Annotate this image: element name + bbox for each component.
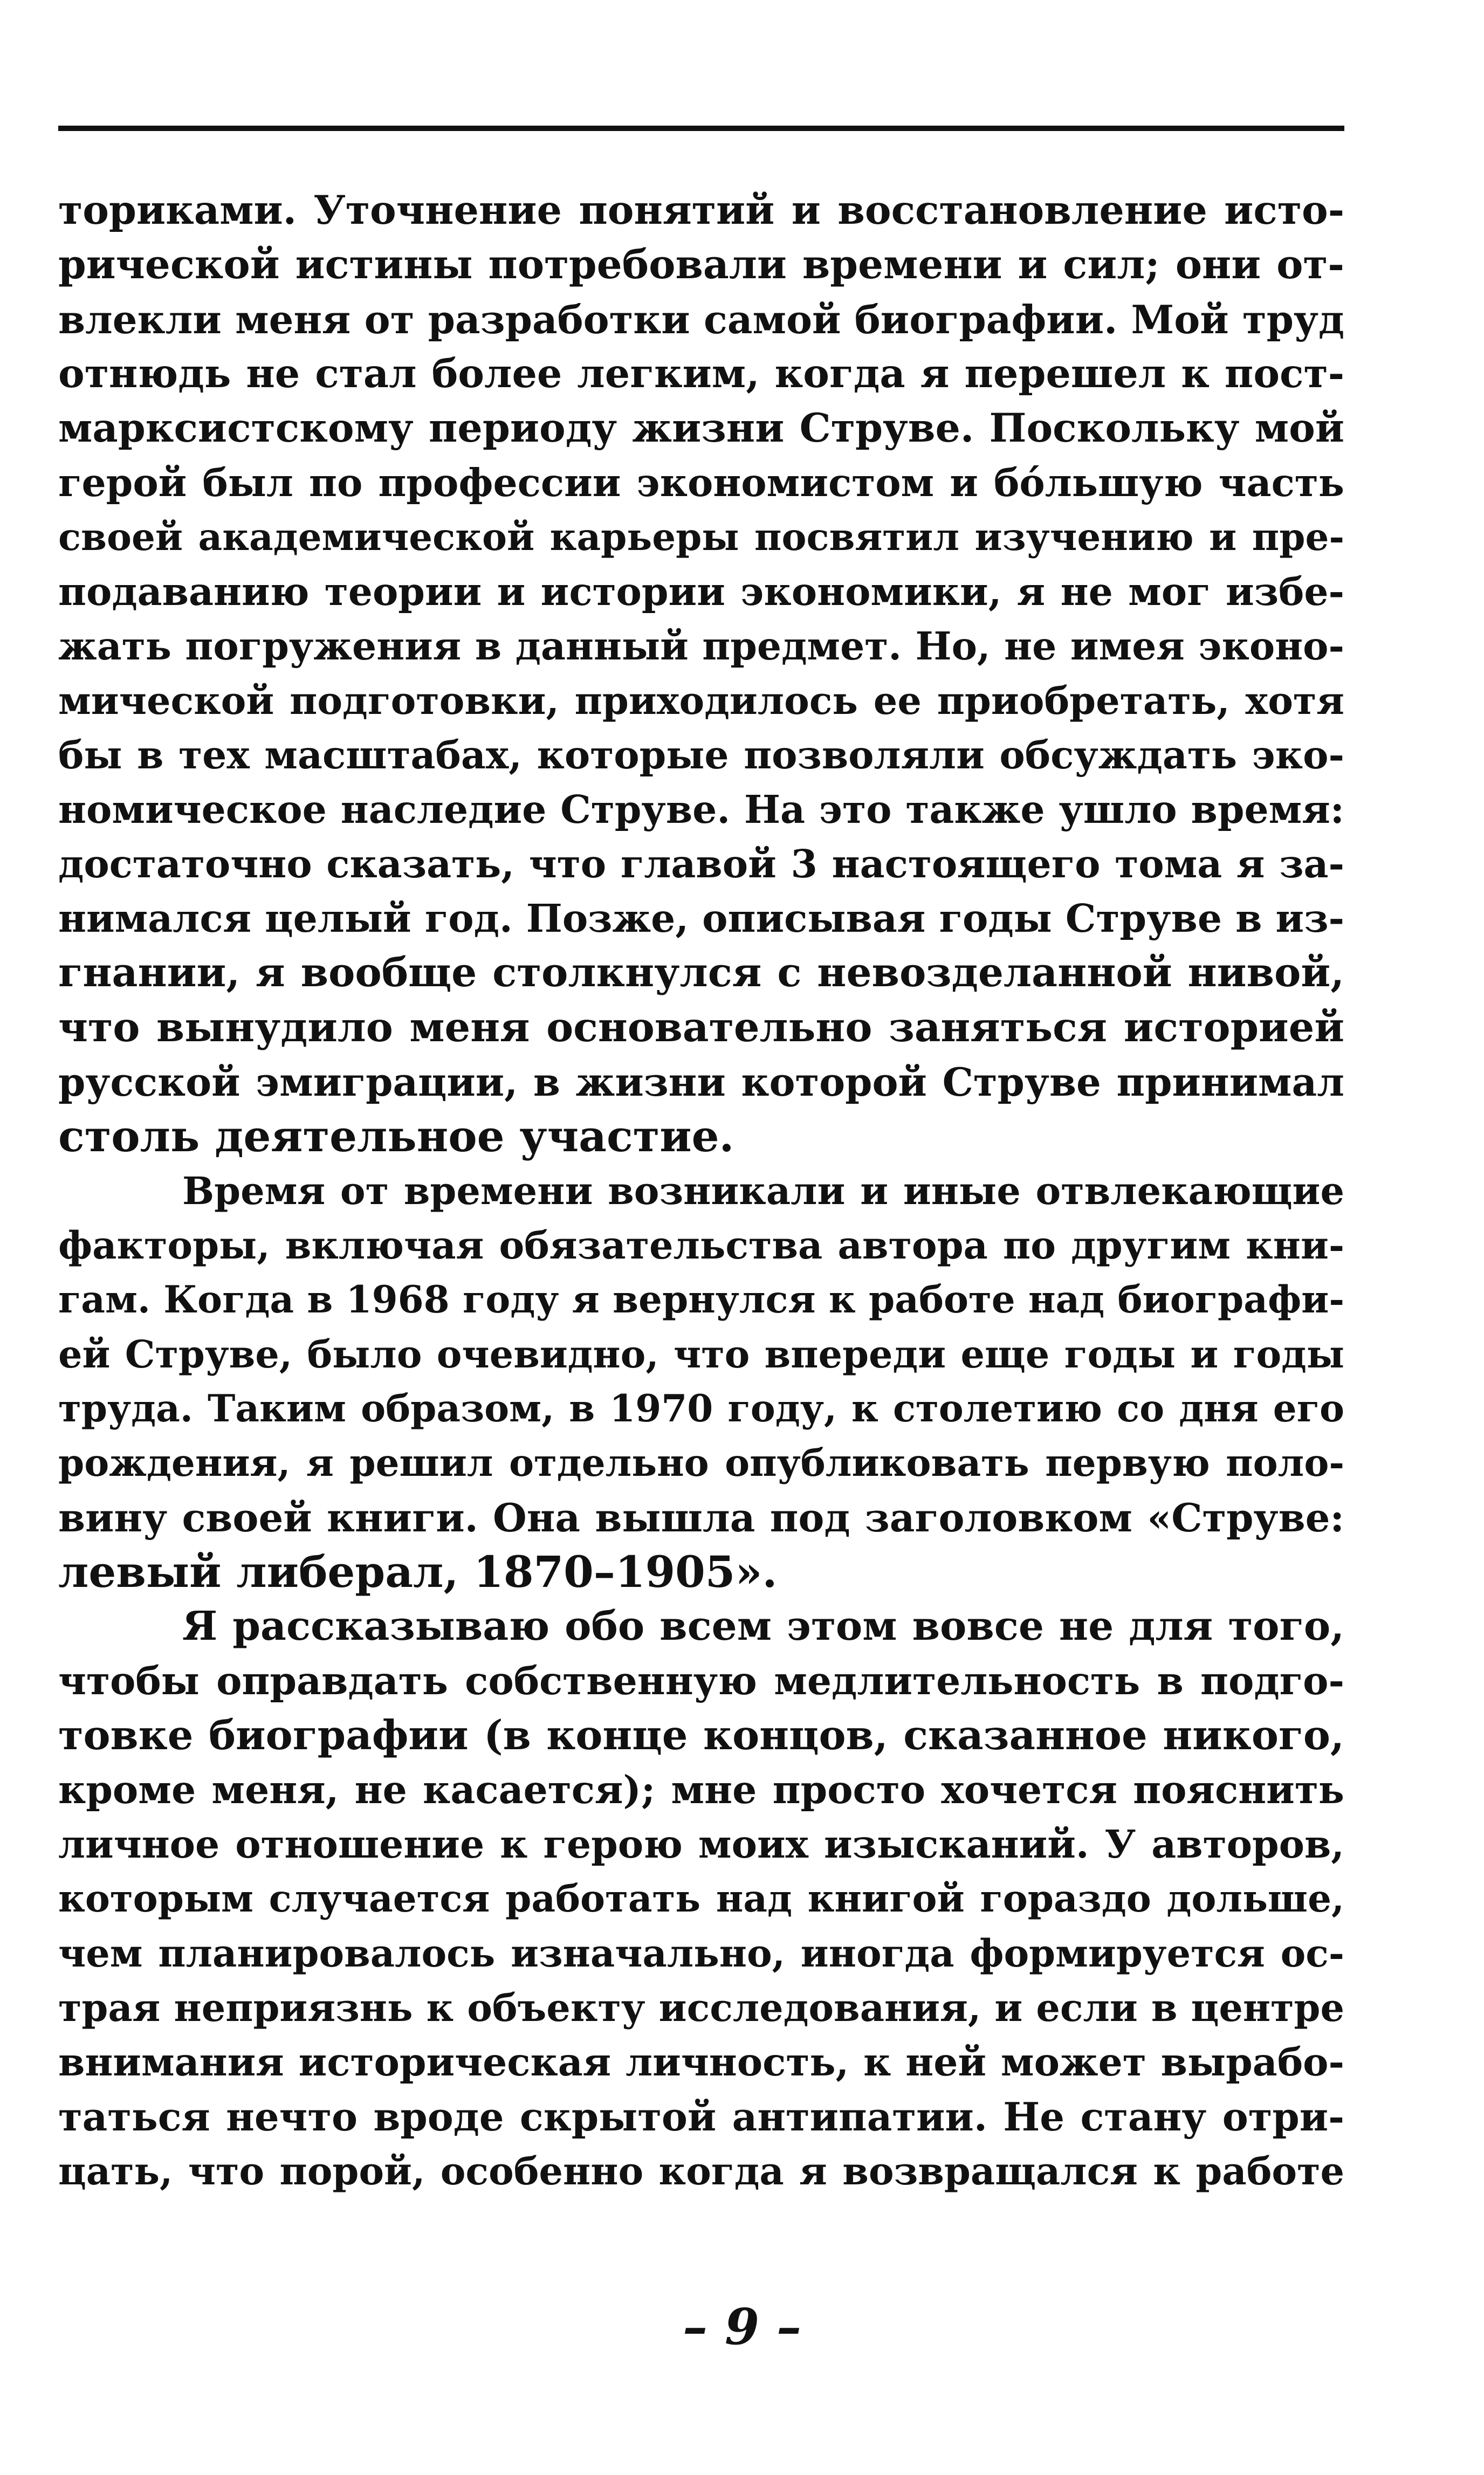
text-line: которым случается работать над книгой гораздо дольше, [58, 1877, 1344, 1921]
text-line: кроме меня, не касается); мне просто хочется пояснить [58, 1767, 1344, 1812]
text-line: ей Струве, было очевидно, что впереди еще годы и годы [58, 1332, 1344, 1377]
text-line: бы в тех масштабах, которые позволяли обсуждать эко- [58, 732, 1344, 778]
text-line: рической истины потребовали времени и сил; они от- [58, 242, 1344, 288]
text-line: чем планировалось изначально, иногда формируется ос- [58, 1931, 1344, 1976]
text-line: достаточно сказать, что главой 3 настоящего тома я за- [58, 841, 1344, 886]
text-line: личное отношение к герою моих изысканий. У авторов, [58, 1821, 1344, 1867]
text-line: марксистскому периоду жизни Струве. Поскольку мой [58, 405, 1344, 451]
text-line: левый либерал, 1870–1905». [58, 1546, 778, 1597]
paragraph-3 [58, 1599, 1344, 2198]
header-rule [58, 126, 1344, 131]
text-line: Я рассказываю обо всем этом вовсе не для того, [182, 1603, 1344, 1649]
text-line: Время от времени возникали и иные отвлекающие [182, 1168, 1344, 1213]
text-line: факторы, включая обязательства автора по другим кни- [58, 1223, 1344, 1268]
text-line: цать, что порой, особенно когда я возвращался к работе [58, 2149, 1344, 2194]
text-line: что вынудило меня основательно заняться историей [58, 1003, 1344, 1051]
text-line: чтобы оправдать собственную медлительность в подго- [58, 1658, 1344, 1703]
text-line: мической подготовки, приходилось ее приобретать, хотя [58, 678, 1344, 723]
text-line: герой был по профессии экономистом и бо́льшую часть [58, 460, 1344, 505]
text-line: нимался целый год. Позже, описывая годы Струве в из- [58, 896, 1344, 941]
paragraph-1 [58, 183, 1344, 1164]
text-line: жать погружения в данный предмет. Но, не имея эконо- [58, 623, 1344, 669]
text-line: русской эмиграции, в жизни которой Струве принимал [58, 1059, 1344, 1105]
text-line: таться нечто вроде скрытой антипатии. Не стану отри- [58, 2094, 1344, 2140]
text-line: отнюдь не стал более легким, когда я перешел к пост- [58, 350, 1344, 397]
text-line: подаванию теории и истории экономики, я не мог избе- [58, 569, 1344, 614]
text-line: гам. Когда в 1968 году я вернулся к работе над биографи- [58, 1278, 1344, 1322]
page-number: – 9 – [682, 2298, 802, 2356]
text-line: влекли меня от разработки самой биографии. Мой труд [58, 297, 1344, 342]
text-line: труда. Таким образом, в 1970 году, к столетию со дня его [58, 1387, 1344, 1431]
text-line: трая неприязнь к объекту исследования, и если в центре [58, 1985, 1344, 2030]
body-text [58, 183, 1344, 2198]
text-line: вину своей книги. Она вышла под заголовком «Струве: [58, 1495, 1344, 1541]
text-line: номическое наследие Струве. На это также ушло время: [58, 787, 1344, 832]
text-line: внимания историческая личность, к ней может вырабо- [58, 2039, 1344, 2085]
text-line: товке биографии (в конце концов, сказанное никого, [58, 1711, 1344, 1759]
text-line: столь деятельное участие. [58, 1111, 734, 1161]
paragraph-2 [58, 1164, 1344, 1599]
text-line: своей академической карьеры посвятил изучению и пре- [58, 515, 1344, 559]
text-line: рождения, я решил отдельно опубликовать первую поло- [58, 1441, 1344, 1485]
text-line: гнании, я вообще столкнулся с невозделанной нивой, [58, 950, 1344, 996]
text-line: ториками. Уточнение понятий и восстановление исто- [58, 187, 1344, 233]
